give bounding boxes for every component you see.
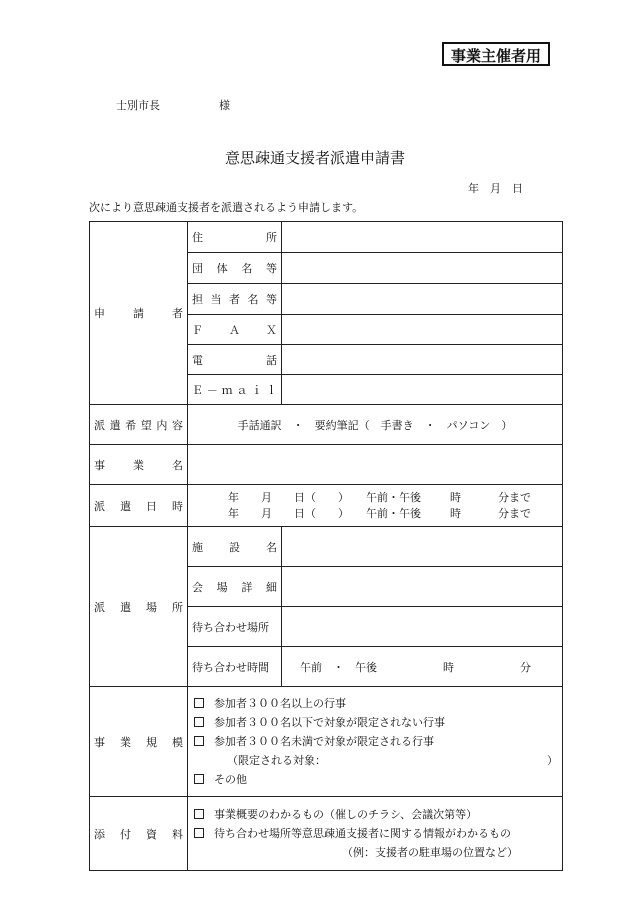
meeting-place-field[interactable] [282,607,563,647]
limited-target-line: （限定される対象： ） [227,754,558,767]
dispatch-datetime-label: 派遣日時 [90,485,188,527]
event-scale-options [188,687,563,797]
event-scale-label: 事業規模 [90,687,188,797]
datetime-row-2 [228,506,558,522]
datetime-ampm: 午前・午後 [366,506,421,520]
datetime-ampm: 午前・午後 [366,490,421,504]
attachment-option-1: 事業概要のわかるもの（催しのチラシ、会議次第等） [194,805,558,824]
intro-text: 次により意思疎通支援者を派遣されるよう申請します。 [89,201,364,214]
applicant-label: 申請者 [90,222,188,405]
venue-detail-field[interactable] [282,567,563,607]
datetime-row-1 [228,490,558,506]
dispatch-content-label: 派遣希望内容 [90,405,188,445]
scale-option-other: その他 [194,770,558,789]
facility-name-field[interactable] [282,527,563,567]
scale-option-1: 参加者３００名以上の行事 [194,694,558,713]
checkbox-icon[interactable] [194,774,204,784]
organization-label: 団体名等 [188,253,282,284]
attachments-options [188,797,563,871]
contact-person-label: 担当者名等 [188,284,282,315]
attachment-option-2: 待ち合わせ場所等意思疎通支援者に関する情報がわかるもの [194,824,558,843]
datetime-minute: 分まで [498,490,531,504]
phone-label: 電話 [188,345,282,375]
checkbox-icon[interactable] [194,698,204,708]
venue-detail-label: 会場詳細 [188,567,282,607]
scale-option-3: 参加者３００名未満で対象が限定される行事 [194,732,558,751]
checkbox-icon[interactable] [194,828,204,838]
checkbox-icon[interactable] [194,736,204,746]
attachment-example: （例：支援者の駐車場の位置など） [342,846,518,859]
usage-badge: 事業主催者用 [442,42,550,66]
honorific: 様 [219,99,230,112]
checkbox-icon[interactable] [194,717,204,727]
address-label: 住所 [188,222,282,253]
addressee: 士別市長 [116,99,160,112]
meeting-time-label: 待ち合わせ時間 [188,647,282,687]
organization-field[interactable] [282,253,563,284]
datetime-date: 年 月 日（ ） [228,506,349,520]
datetime-hour: 時 [450,506,461,520]
application-form [89,221,563,871]
applicant-row [90,222,563,253]
datetime-hour: 時 [450,490,461,504]
event-name-field[interactable] [188,445,563,485]
dispatch-place-label: 派遣場所 [90,527,188,687]
datetime-date: 年 月 日（ ） [228,490,349,504]
dispatch-content-options[interactable]: 手話通訳 ・ 要約筆記（ 手書き ・ パソコン ） [188,405,563,445]
event-name-label: 事業名 [90,445,188,485]
dispatch-datetime-field[interactable] [188,485,563,527]
email-label: Ｅ－ｍａｉｌ [188,375,282,405]
meeting-time-field[interactable]: 午前 ・ 午後 時 分 [282,647,563,687]
checkbox-icon[interactable] [194,809,204,819]
facility-name-label: 施設名 [188,527,282,567]
contact-person-field[interactable] [282,284,563,315]
email-field[interactable] [282,375,563,405]
meeting-place-label: 待ち合わせ場所 [188,607,282,647]
attachments-label: 添付資料 [90,797,188,871]
fax-label: ＦＡＸ [188,315,282,345]
address-field[interactable] [282,222,563,253]
datetime-minute: 分まで [498,506,531,520]
scale-option-2: 参加者３００名以下で対象が限定されない行事 [194,713,558,732]
fax-field[interactable] [282,315,563,345]
page-title: 意思疎通支援者派遣申請書 [224,149,405,167]
application-date: 年 月 日 [468,182,523,195]
phone-field[interactable] [282,345,563,375]
